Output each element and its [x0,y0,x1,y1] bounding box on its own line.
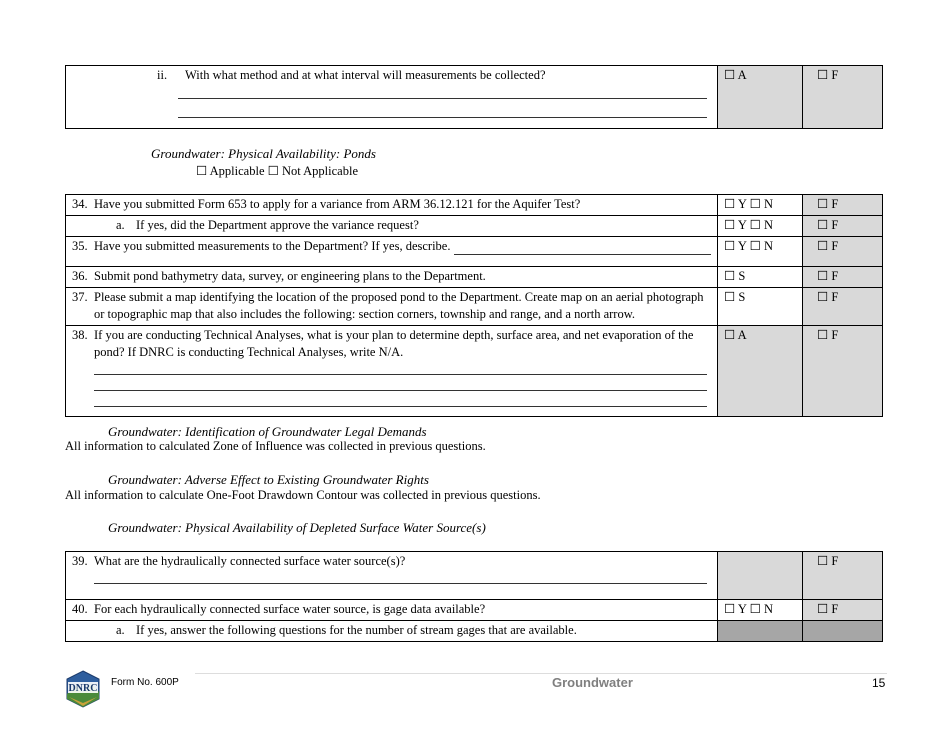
flag-checkbox-cell[interactable]: ☐ F [803,237,883,267]
checkbox-icon[interactable]: ☐ [196,164,208,178]
applicable-label: Applicable [209,164,265,178]
question-40a: a. If yes, answer the following questions for the number of stream gages that are available. [66,621,718,642]
question-38: 38. If you are conducting Technical Analyses, what is your plan to determine depth, surface area, and net evaporation of the pond? If DNRC is conducting Technical Analyses, write N/A. [66,326,718,417]
checkbox-icon[interactable]: ☐ [724,218,736,232]
flag-checkbox-cell[interactable]: ☐ F [803,66,883,129]
answer-line[interactable] [94,570,707,584]
answer-line[interactable] [178,99,707,118]
checkbox-icon[interactable]: ☐ [724,68,736,82]
checkbox-icon[interactable]: ☐ [749,218,761,232]
yes-no-cell[interactable]: ☐ Y ☐ N [718,600,803,621]
question-table-ponds [65,194,883,417]
checkbox-icon[interactable]: ☐ [724,269,736,283]
checkbox-icon[interactable]: ☐ [817,554,829,568]
yes-no-cell[interactable]: ☐ Y ☐ N [718,195,803,216]
section-heading-legal-demands: Groundwater: Identification of Groundwater Legal Demands [108,424,427,439]
shaded-cell [803,621,883,642]
empty-cell [718,552,803,600]
answer-line[interactable] [178,84,707,99]
flag-checkbox-cell[interactable]: ☐ F [803,552,883,600]
checkbox-icon[interactable]: ☐ [749,197,761,211]
answer-checkbox-cell[interactable]: ☐ A [718,326,803,417]
question-ii-cell [66,66,718,129]
section-heading-adverse-effect: Groundwater: Adverse Effect to Existing Groundwater Rights [108,472,429,487]
section-heading-ponds: Groundwater: Physical Availability: Ponds [151,146,376,161]
question-37: 37. Please submit a map identifying the location of the proposed pond to the Department. Create map on an aerial photograph or topographic map that also includes the following: section corners, township and range, and a north arrow. [66,288,718,326]
checkbox-icon[interactable]: ☐ [724,602,736,616]
question-40: 40. For each hydraulically connected surface water source, is gage data available? [66,600,718,621]
flag-checkbox-cell[interactable]: ☐ F [803,600,883,621]
submit-checkbox-cell[interactable]: ☐ S [718,288,803,326]
question-table-ii [65,65,883,129]
legal-demands-note: All information to calculated Zone of Influence was collected in previous questions. [65,439,486,453]
checkbox-icon[interactable]: ☐ [817,218,829,232]
not-applicable-label: Not Applicable [281,164,358,178]
logo-text: DNRC [68,683,98,694]
page-number: 15 [872,676,886,690]
checkbox-icon[interactable]: ☐ [267,164,279,178]
question-number: ii. [157,68,168,82]
shaded-cell [718,621,803,642]
flag-checkbox-cell[interactable]: ☐ F [803,216,883,237]
yes-no-cell[interactable]: ☐ Y ☐ N [718,216,803,237]
flag-checkbox-cell[interactable]: ☐ F [803,267,883,288]
question-34a: a. If yes, did the Department approve the variance request? [66,216,718,237]
checkbox-icon[interactable]: ☐ [724,328,736,342]
yes-no-cell[interactable]: ☐ Y ☐ N [718,237,803,267]
question-35: 35. Have you submitted measurements to the Department? If yes, describe. [66,237,718,267]
checkbox-icon[interactable]: ☐ [724,239,736,253]
checkbox-icon[interactable]: ☐ [817,602,829,616]
adverse-effect-note: All information to calculate One-Foot Drawdown Contour was collected in previous questions. [65,488,541,502]
footer-section-title: Groundwater [552,675,633,690]
footer-rule [195,673,887,674]
checkbox-icon[interactable]: ☐ [749,602,761,616]
submit-checkbox-cell[interactable]: ☐ S [718,267,803,288]
answer-line[interactable] [94,361,707,375]
form-number: Form No. 600P [111,677,179,688]
applicability-options [196,163,358,179]
answer-line[interactable] [454,241,711,255]
flag-checkbox-cell[interactable]: ☐ F [803,326,883,417]
question-text: With what method and at what interval will measurements be collected? [185,68,546,82]
section-heading-depleted-surface-water: Groundwater: Physical Availability of Depleted Surface Water Source(s) [108,520,486,535]
checkbox-icon[interactable]: ☐ [817,269,829,283]
answer-line[interactable] [94,375,707,391]
checkbox-icon[interactable]: ☐ [817,197,829,211]
checkbox-icon[interactable]: ☐ [724,290,736,304]
question-34: 34. Have you submitted Form 653 to apply for a variance from ARM 36.12.121 for the Aquifer Test? [66,195,718,216]
question-39: 39. What are the hydraulically connected surface water source(s)? [66,552,718,600]
checkbox-icon[interactable]: ☐ [817,68,829,82]
flag-checkbox-cell[interactable]: ☐ F [803,288,883,326]
question-table-depleted [65,551,883,642]
answer-checkbox-cell[interactable]: ☐ A [718,66,803,129]
flag-checkbox-cell[interactable]: ☐ F [803,195,883,216]
checkbox-icon[interactable]: ☐ [817,290,829,304]
checkbox-icon[interactable]: ☐ [817,328,829,342]
checkbox-icon[interactable]: ☐ [724,197,736,211]
dnrc-logo [64,670,102,708]
checkbox-icon[interactable]: ☐ [749,239,761,253]
checkbox-icon[interactable]: ☐ [817,239,829,253]
question-36: 36. Submit pond bathymetry data, survey, or engineering plans to the Department. [66,267,718,288]
answer-line[interactable] [94,391,707,407]
